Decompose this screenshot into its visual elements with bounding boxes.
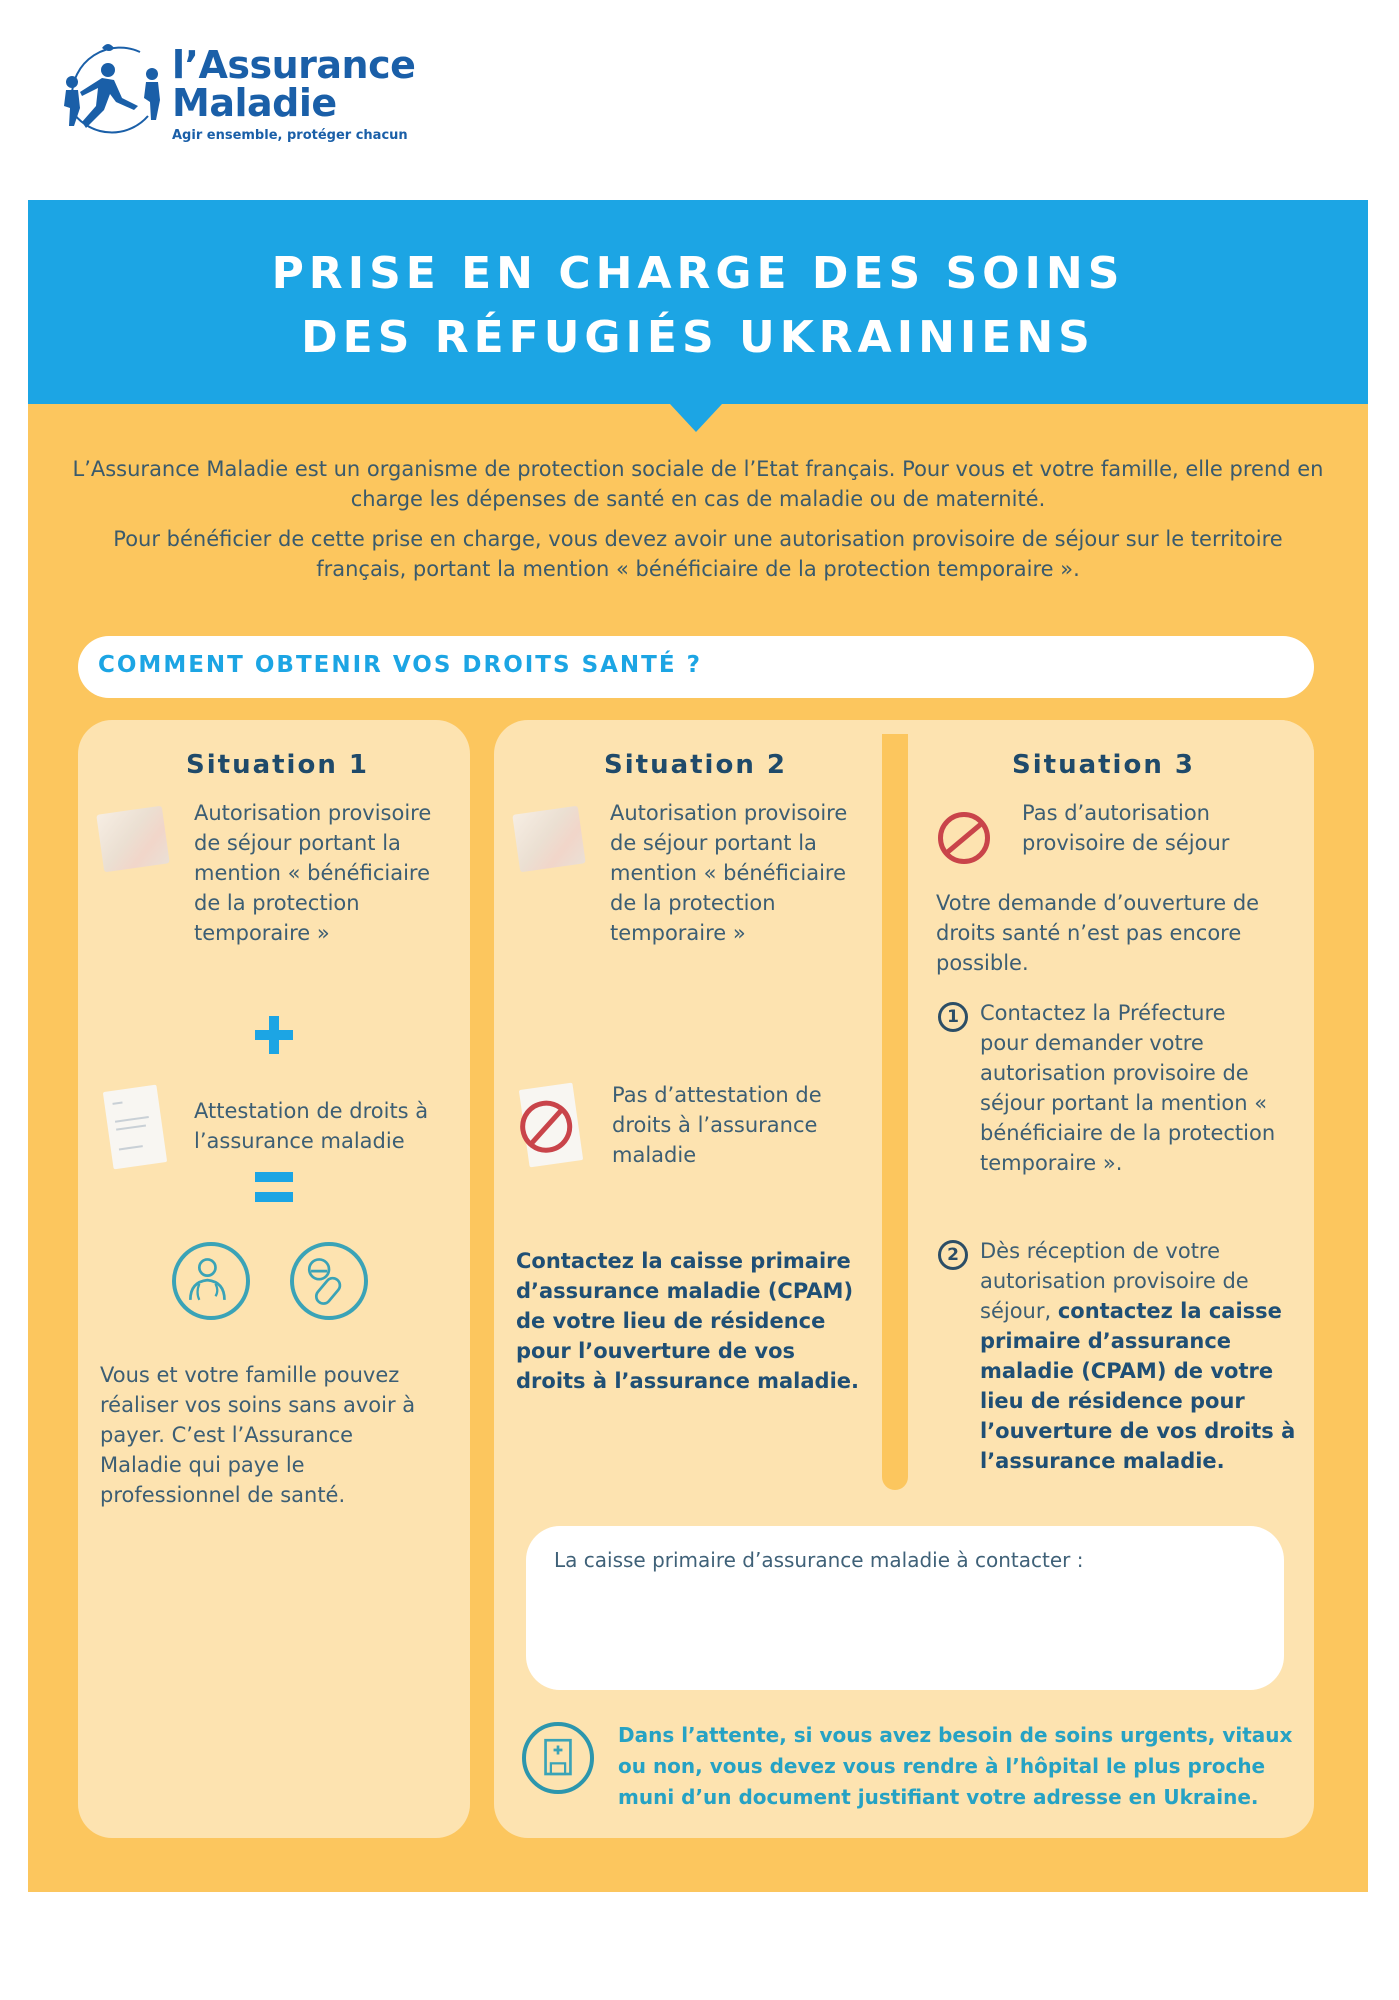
- intro-paragraph-2: Pour bénéficier de cette prise en charge, vous devez avoir une autorisation provisoire de séjour sur le territoire français, portant la mention « bénéficiaire de la protection temporaire ».: [113, 527, 1283, 581]
- no-permit-icon: [938, 812, 990, 864]
- step-2-bold-text: contactez la caisse primaire d’assurance maladie (CPAM) de votre lieu de résidence pour l’ouverture de vos droits à l’assurance maladie.: [980, 1299, 1296, 1473]
- plus-icon: [255, 1016, 293, 1054]
- situation-2-title: Situation 2: [604, 750, 787, 780]
- logo-figures-icon: [52, 36, 172, 146]
- section-heading-pill: [78, 636, 1314, 698]
- situation-2-item-1: Autorisation provisoire de séjour portant la mention « bénéficiaire de la protection temporaire »: [610, 801, 848, 945]
- hospital-icon: [522, 1722, 594, 1794]
- step-2-plain-text: Dès réception de votre autorisation provisoire de séjour,: [980, 1239, 1249, 1323]
- title-banner: [28, 200, 1368, 404]
- pills-icon: [290, 1242, 368, 1320]
- situation-1-card: [78, 720, 470, 1838]
- assurance-maladie-logo: [52, 36, 452, 156]
- title-line-1: PRISE EN CHARGE DES SOINS: [271, 248, 1125, 299]
- situation-1-item-1: Autorisation provisoire de séjour portant la mention « bénéficiaire de la protection temporaire »: [194, 801, 432, 945]
- no-certificate-icon: [519, 1083, 583, 1168]
- situation-3-step-2: [980, 1236, 1300, 1476]
- doctor-icon: [172, 1242, 250, 1320]
- situation-3-step-1: Contactez la Préfecture pour demander votre autorisation provisoire de séjour portant la mention « bénéficiaire de la protection temporaire ».: [980, 1001, 1276, 1175]
- situation-3-card: [910, 720, 1314, 1494]
- equals-icon: [255, 1172, 293, 1204]
- hospital-note: Dans l’attente, si vous avez besoin de soins urgents, vitaux ou non, vous devez vous rendre à l’hôpital le plus proche muni d’un document justifiant votre adresse en Ukraine.: [618, 1723, 1293, 1809]
- residence-permit-icon: [96, 806, 169, 873]
- card-divider: [882, 734, 908, 1490]
- step-1-badge: 1: [938, 1002, 968, 1032]
- situation-3-item-1: Pas d’autorisation provisoire de séjour: [1022, 801, 1230, 855]
- title-line-2: DES RÉFUGIÉS UKRAINIENS: [301, 312, 1095, 363]
- insurance-certificate-icon: [103, 1085, 167, 1170]
- section-title: COMMENT OBTENIR VOS DROITS SANTÉ ?: [98, 652, 702, 678]
- situation-1-item-2: Attestation de droits à l’assurance maladie: [194, 1099, 429, 1153]
- situation-1-title: Situation 1: [186, 750, 369, 780]
- situation-3-note: Votre demande d’ouverture de droits santé n’est pas encore possible.: [936, 891, 1260, 975]
- cpam-contact-box[interactable]: [526, 1526, 1284, 1690]
- situation-1-result: Vous et votre famille pouvez réaliser vos soins sans avoir à payer. C’est l’Assurance Maladie qui paye le professionnel de santé.: [100, 1363, 416, 1507]
- page-title: [28, 242, 1368, 370]
- main-panel: [28, 404, 1368, 1892]
- brand-name-line1: l’Assurance: [172, 43, 416, 87]
- intro-paragraph-1: L’Assurance Maladie est un organisme de protection sociale de l’Etat français. Pour vous et votre famille, elle prend en charge les dépenses de santé en cas de maladie ou de maternité.: [72, 457, 1324, 511]
- situation-3-title: Situation 3: [1012, 750, 1195, 780]
- banner-pointer: [670, 404, 722, 432]
- prohibited-icon: [517, 1097, 576, 1156]
- step-2-badge: 2: [938, 1240, 968, 1270]
- residence-permit-icon: [512, 806, 585, 873]
- intro-text: [68, 454, 1328, 584]
- brand-tagline: Agir ensemble, protéger chacun: [172, 128, 408, 143]
- situation-2-action: Contactez la caisse primaire d’assurance maladie (CPAM) de votre lieu de résidence pour l’ouverture de vos droits à l’assurance maladie.: [516, 1249, 859, 1393]
- brand-name-line2: Maladie: [172, 81, 337, 125]
- cpam-contact-label: La caisse primaire d’assurance maladie à contacter :: [554, 1548, 1084, 1572]
- logo-text: [172, 43, 416, 143]
- situation-2-item-2: Pas d’attestation de droits à l’assurance maladie: [612, 1083, 822, 1167]
